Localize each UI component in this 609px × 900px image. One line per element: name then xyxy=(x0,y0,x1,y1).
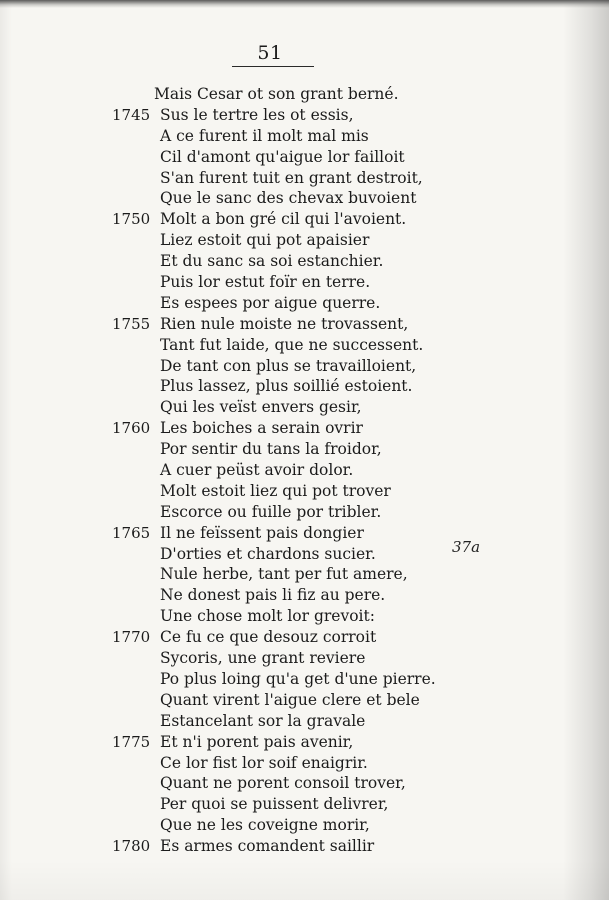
verse-text: Et du sanc sa soi estanchier. xyxy=(160,252,384,271)
verse-line xyxy=(0,836,609,857)
verse-line xyxy=(0,356,609,377)
verse-line xyxy=(0,606,609,627)
verse-text: Po plus loing qu'a get d'une pierre. xyxy=(160,669,436,688)
verse-text: Plus lassez, plus soillié estoient. xyxy=(160,377,413,396)
verse-text: D'orties et chardons sucier. xyxy=(160,544,376,563)
verse-text: Rien nule moiste ne trovassent, xyxy=(160,314,409,333)
verse-line xyxy=(0,460,609,481)
verse-line xyxy=(0,815,609,836)
verse-text: Que ne les coveigne morir, xyxy=(160,816,370,835)
verse-number: 1770 xyxy=(112,628,151,647)
verse-line xyxy=(0,481,609,502)
verse-number: 1760 xyxy=(112,419,151,438)
verse-line xyxy=(0,690,609,711)
verse-text: Sus le tertre les ot essis, xyxy=(160,105,354,124)
verse-line xyxy=(0,397,609,418)
verse-text: Mais Cesar ot son grant berné. xyxy=(154,85,399,103)
verse-text: Tant fut laide, que ne successent. xyxy=(160,335,424,354)
verse-line xyxy=(0,105,609,126)
verse-text: Molt a bon gré cil qui l'avoient. xyxy=(160,210,407,229)
verse-line xyxy=(0,147,609,168)
verse-line xyxy=(0,627,609,648)
verse-text: Les boiches a serain ovrir xyxy=(160,419,363,438)
verse-text: Ce lor fist lor soif enaigrir. xyxy=(160,753,368,772)
verse-line xyxy=(0,126,609,147)
verse-text: Qui les veïst envers gesir, xyxy=(160,398,362,417)
verse-line xyxy=(0,168,609,189)
verse-line xyxy=(0,669,609,690)
verse-number: 1750 xyxy=(112,210,151,229)
verse-text: Escorce ou fuille por tribler. xyxy=(160,502,382,521)
verse-text: Ce fu ce que desouz corroit xyxy=(160,628,377,647)
verse-text: Sycoris, une grant reviere xyxy=(160,649,366,668)
verse-text: Ne donest pais li fiz au pere. xyxy=(160,586,386,605)
verse-text: Nule herbe, tant per fut amere, xyxy=(160,565,408,584)
verse-number: 1775 xyxy=(112,732,151,751)
verse-text: Quant virent l'aigue clere et bele xyxy=(160,690,420,709)
verse-line xyxy=(0,335,609,356)
verse-line xyxy=(0,293,609,314)
verse-number: 1765 xyxy=(112,523,151,542)
verse-text: A cuer peüst avoir dolor. xyxy=(160,461,354,480)
verse-text: Es espees por aigue querre. xyxy=(160,293,381,312)
verse-line xyxy=(0,314,609,335)
verse-line xyxy=(0,544,609,565)
folio-margin-note: 37a xyxy=(452,538,481,556)
verse-number: 1755 xyxy=(112,314,151,333)
verse-number: 1745 xyxy=(112,105,151,124)
verse-text: Per quoi se puissent delivrer, xyxy=(160,795,389,814)
verse-line xyxy=(0,188,609,209)
verse-text: Liez estoit qui pot apaisier xyxy=(160,231,370,250)
verse-text: Molt estoit liez qui pot trover xyxy=(160,481,391,500)
verse-line xyxy=(0,209,609,230)
verse-line xyxy=(0,732,609,753)
verse-line xyxy=(0,585,609,606)
verse-line xyxy=(0,564,609,585)
verse-line xyxy=(0,711,609,732)
verse-line xyxy=(0,502,609,523)
verse-number: 1780 xyxy=(112,837,151,856)
verse-line xyxy=(0,773,609,794)
verse-line xyxy=(0,251,609,272)
verse-line xyxy=(0,272,609,293)
verse-line xyxy=(0,523,609,544)
verse-text: S'an furent tuit en grant destroit, xyxy=(160,168,423,187)
verse-text: Quant ne porent consoil trover, xyxy=(160,774,406,793)
verse-line xyxy=(0,439,609,460)
verse-text: Cil d'amont qu'aigue lor failloit xyxy=(160,147,405,166)
verse-line xyxy=(0,376,609,397)
verse-text: Il ne feïssent pais dongier xyxy=(160,523,364,542)
verse-text: Estancelant sor la gravale xyxy=(160,711,366,730)
verse-text: Une chose molt lor grevoit: xyxy=(160,607,375,626)
page-number-underline xyxy=(232,66,314,67)
verse-line xyxy=(0,230,609,251)
verse-text: Et n'i porent pais avenir, xyxy=(160,732,354,751)
verse-line xyxy=(0,753,609,774)
page-top-edge-shadow xyxy=(0,0,609,8)
verse-line xyxy=(0,418,609,439)
verse-line xyxy=(0,84,609,105)
verse-text: Puis lor estut foïr en terre. xyxy=(160,273,371,292)
verse-text: Que le sanc des chevax buvoient xyxy=(160,189,417,208)
verse-text: De tant con plus se travailloient, xyxy=(160,356,417,375)
verse-text: Por sentir du tans la froidor, xyxy=(160,440,382,459)
page-number: 51 xyxy=(257,42,283,64)
verse-line xyxy=(0,648,609,669)
verse-text: A ce furent il molt mal mis xyxy=(160,126,369,145)
poem-verses xyxy=(0,84,609,857)
verse-text: Es armes comandent saillir xyxy=(160,837,375,856)
verse-line xyxy=(0,794,609,815)
